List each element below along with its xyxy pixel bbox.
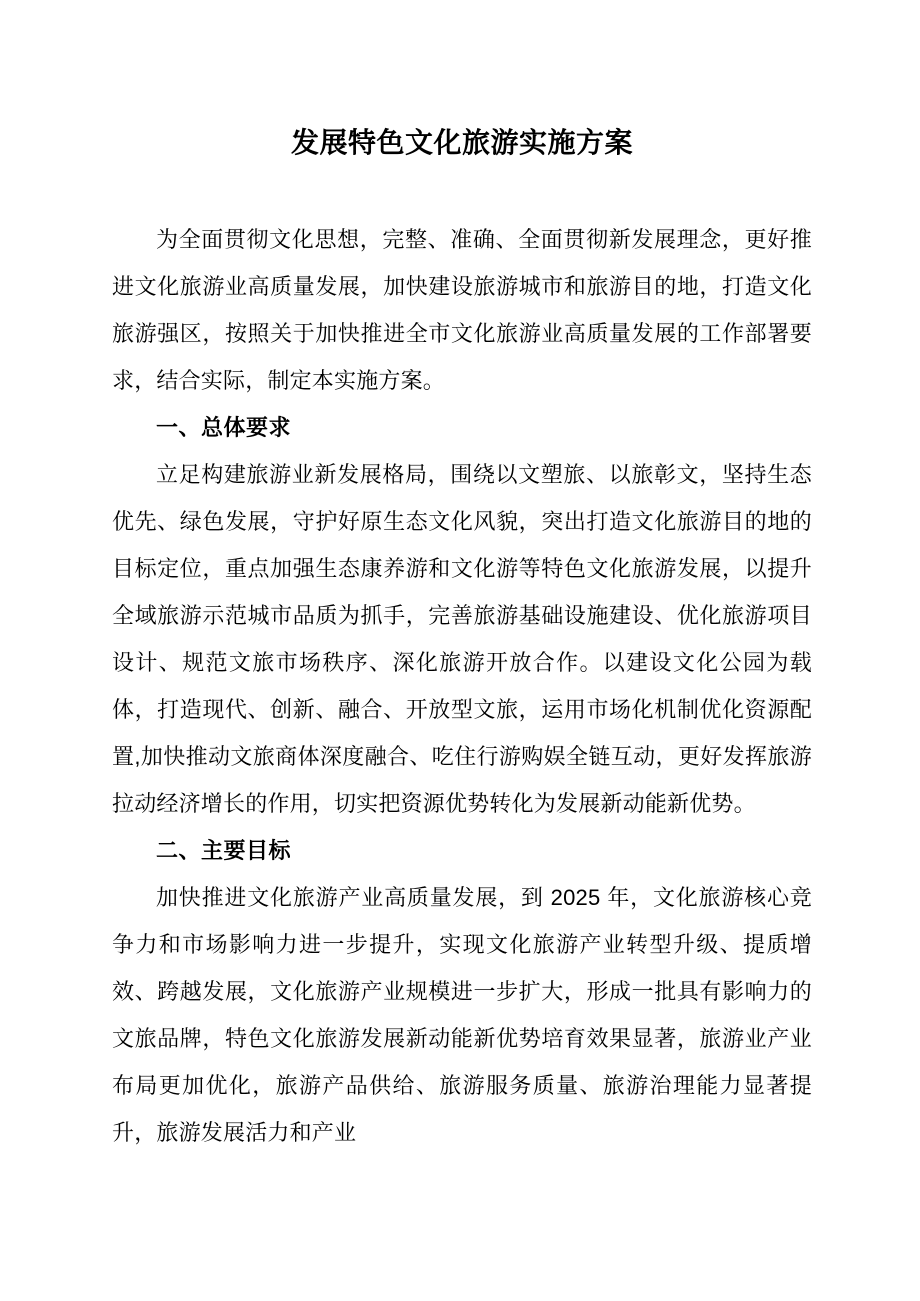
title-spacer bbox=[112, 165, 812, 216]
section-1-paragraph-1: 立足构建旅游业新发展格局，围绕以文塑旅、以旅彰文，坚持生态优先、绿色发展，守护好原生态文化风貌，突出打造文化旅游目的地的目标定位，重点加强生态康养游和文化游等特色文化旅游发展，以提升全域旅游示范城市品质为抓手，完善旅游基础设施建设、优化旅游项目设计、规范文旅市场秩序、深化旅游开放合作。以建设文化公园为载体，打造现代、创新、融合、开放型文旅，运用市场化机制优化资源配置,加快推动文旅商体深度融合、吃住行游购娱全链互动，更好发挥旅游拉动经济增长的作用，切实把资源优势转化为发展新动能新优势。 bbox=[112, 462, 812, 816]
section-2-paragraph-1: 加快推进文化旅游产业高质量发展，到 2025 年，文化旅游核心竞争力和市场影响力进一步提升，实现文化旅游产业转型升级、提质增效、跨越发展，文化旅游产业规模进一步扩大，形成一批具有影响力的文旅品牌，特色文化旅游发展新动能新优势培育效果显著，旅游业产业布局更加优化，旅游产品供给、旅游服务质量、旅游治理能力显著提升，旅游发展活力和产业 bbox=[112, 885, 812, 1145]
section-heading-1: 一、总体要求 bbox=[156, 415, 292, 440]
section-heading-2: 二、主要目标 bbox=[156, 838, 292, 863]
document-body bbox=[112, 0, 812, 1156]
page-title: 发展特色文化旅游实施方案 bbox=[290, 127, 633, 158]
preamble-paragraph: 为全面贯彻文化思想，完整、准确、全面贯彻新发展理念，更好推进文化旅游业高质量发展，加快建设旅游城市和旅游目的地，打造文化旅游强区，按照关于加快推进全市文化旅游业高质量发展的工作部署要求，结合实际，制定本实施方案。 bbox=[112, 227, 812, 393]
